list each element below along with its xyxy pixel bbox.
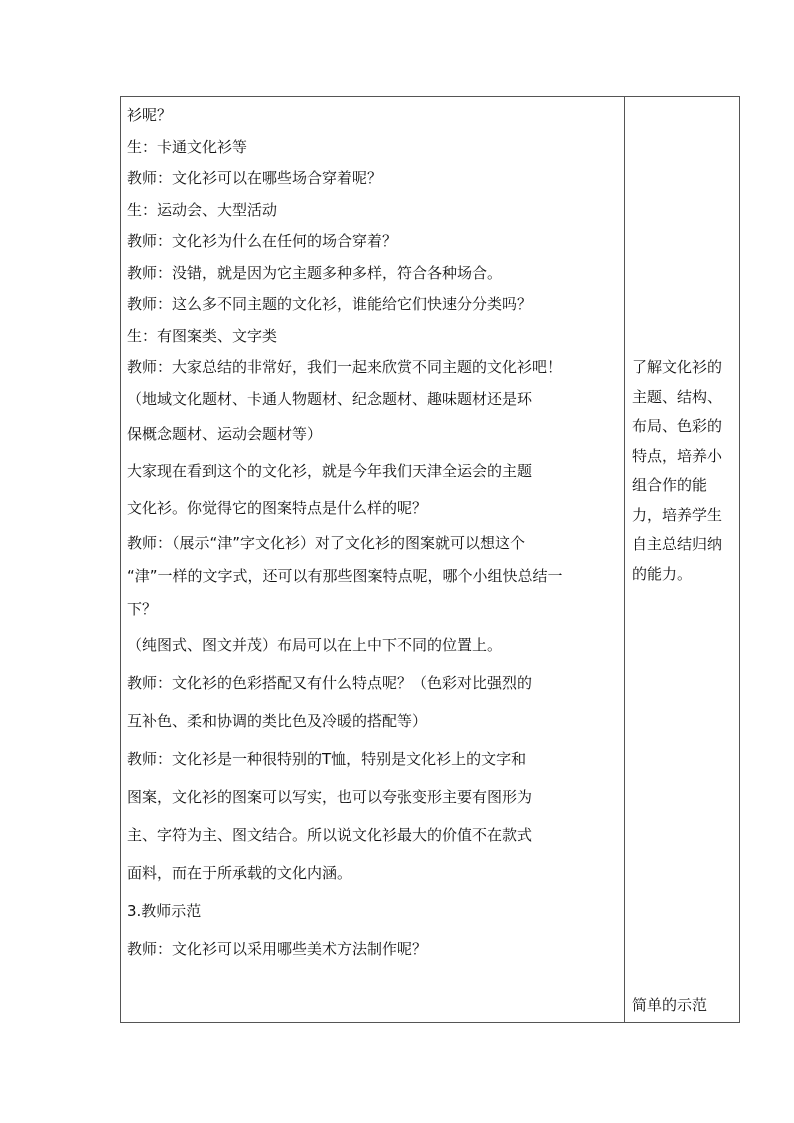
- design-intent-cell: [632, 353, 736, 589]
- main-text-line: 生：运动会、大型活动: [127, 200, 278, 219]
- side-text-line: 了解文化衫的: [632, 358, 723, 376]
- main-text-line: 大家现在看到这个的文化衫，就是今年我们天津全运会的主题: [127, 462, 533, 480]
- main-text-line: 互补色、柔和协调的类比色及冷暖的搭配等）: [127, 712, 428, 730]
- main-text-line: 文化衫。你觉得它的图案特点是什么样的呢？: [127, 499, 428, 517]
- main-text-line: 面料，而在于所承载的文化内涵。: [127, 864, 353, 882]
- side-text-line: 简单的示范: [632, 996, 708, 1014]
- main-text-line: 教师：文化衫可以采用哪些美术方法制作呢？: [127, 940, 428, 958]
- main-text-line: 教师：（展示“津”字文化衫）对了文化衫的图案就可以想这个: [127, 534, 526, 552]
- main-text-line: 教师：没错，就是因为它主题多种多样，符合各种场合。: [127, 263, 503, 282]
- main-text-line: 教师：大家总结的非常好，我们一起来欣赏不同主题的文化衫吧！: [127, 358, 563, 376]
- main-text-line: 生：卡通文化衫等: [127, 137, 248, 156]
- main-text-line: 保概念题材、运动会题材等）: [127, 425, 323, 443]
- main-text-line: 教师：文化衫可以在哪些场合穿着呢？: [127, 169, 383, 187]
- main-text-line: 教师：文化衫的色彩搭配又有什么特点呢？（色彩对比强烈的: [127, 674, 533, 692]
- main-text-line: 下？: [127, 600, 158, 618]
- side-text-line: 主题、结构、: [632, 387, 723, 406]
- main-text-line: 教师：文化衫是一种很特别的T恤，特别是文化衫上的文字和: [127, 750, 527, 768]
- main-text-line: 教师：文化衫为什么在任何的场合穿着？: [127, 232, 398, 250]
- side-text-line: 特点，培养小: [632, 446, 723, 465]
- main-text-line: 主、字符为主、图文结合。所以说文化衫最大的价值不在款式: [127, 826, 533, 844]
- lesson-table: [120, 96, 740, 1023]
- main-text-line: “津”一样的文字式，还可以有那些图案特点呢，哪个小组快总结一: [127, 567, 563, 585]
- main-text-line: 教师：这么多不同主题的文化衫，谁能给它们快速分分类吗？: [127, 295, 533, 313]
- main-text-line: 图案，文化衫的图案可以写实，也可以夸张变形主要有图形为: [127, 788, 533, 806]
- main-text-line: （地域文化题材、卡通人物题材、纪念题材、趣味题材还是环: [127, 389, 533, 408]
- side-text-line: 的能力。: [632, 564, 693, 583]
- design-intent-bottom: [632, 991, 736, 1019]
- column-divider: [624, 97, 625, 1022]
- side-text-line: 组合作的能: [632, 476, 708, 494]
- side-text-line: 布局、色彩的: [632, 417, 723, 435]
- side-text-line: 自主总结归纳: [632, 535, 723, 553]
- side-text-line: 力，培养学生: [632, 505, 723, 524]
- main-text-line: （纯图式、图文并茂）布局可以在上中下不同的位置上。: [127, 636, 503, 654]
- main-text-line: 生：有图案类、文字类: [127, 326, 278, 345]
- teaching-process-cell: [127, 100, 621, 968]
- main-text-line: 衫呢？: [127, 106, 173, 124]
- main-text-line: 3.教师示范: [127, 902, 202, 920]
